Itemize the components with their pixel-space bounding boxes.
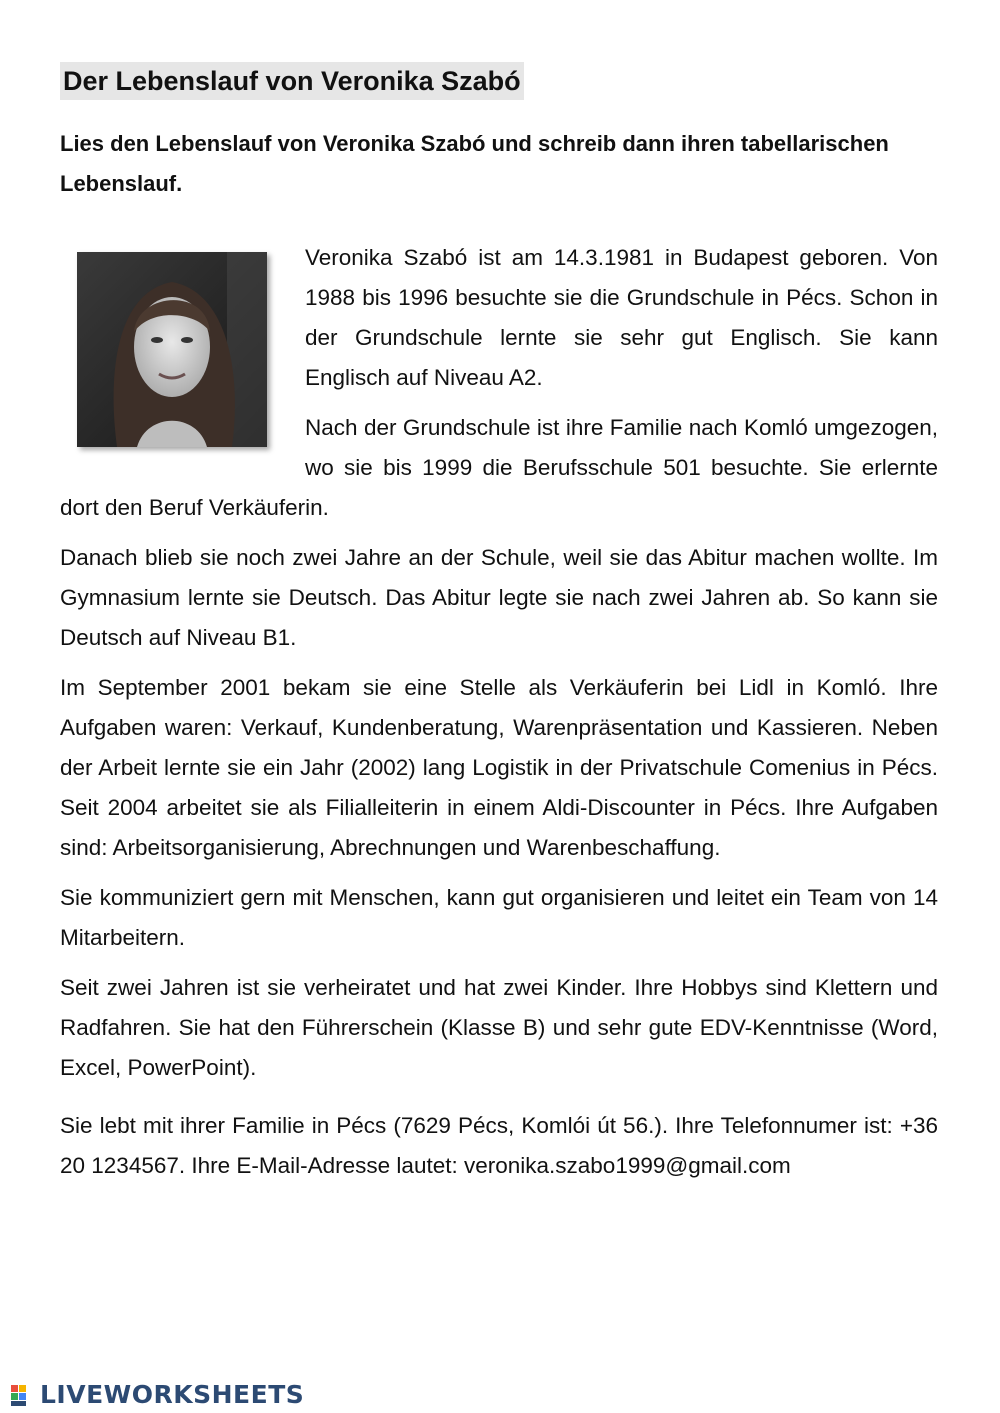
paragraph-family-hobbies: Seit zwei Jahren ist sie verheiratet und hat zwei Kinder. Ihre Hobbys sind Klettern und Radfahren. Sie hat den Führerschein (Klasse B) und sehr gute EDV-Kenntnisse (Word, Excel, PowerPoint).	[60, 975, 938, 1080]
liveworksheets-logo-icon	[10, 1382, 36, 1408]
paragraph-abitur: Danach blieb sie noch zwei Jahre an der Schule, weil sie das Abitur machen wollte. Im Gymnasium lernte sie Deutsch. Das Abitur legte sie nach zwei Jahren ab. So kann sie Deutsch auf Niveau B1.	[60, 545, 938, 650]
paragraph-contact: Sie lebt mit ihrer Familie in Pécs (7629 Pécs, Komlói út 56.). Ihre Telefonnumer ist: +36 20 1234567. Ihre E-Mail-Adresse lautet: veronika.szabo1999@gmail.com	[60, 1113, 938, 1178]
task-instruction: Lies den Lebenslauf von Veronika Szabó und schreib dann ihren tabellarischen Lebenslauf.	[60, 131, 889, 196]
page-title: Der Lebenslauf von Veronika Szabó	[60, 62, 524, 100]
paragraph-birth-school: Veronika Szabó ist am 14.3.1981 in Budapest geboren. Von 1988 bis 1996 besuchte sie die Grundschule in Pécs. Schon in der Grundschule lernte sie sehr gut Englisch. Sie kann Englisch auf Niveau A2.	[305, 245, 938, 390]
paragraph-skills: Sie kommuniziert gern mit Menschen, kann gut organisieren und leitet ein Team von 14 Mitarbeitern.	[60, 885, 938, 950]
paragraph-career: Im September 2001 bekam sie eine Stelle als Verkäuferin bei Lidl in Komló. Ihre Aufgaben waren: Verkauf, Kundenberatung, Warenpräsentation und Kassieren. Neben der Arbeit lernte sie ein Jahr (2002) lang Logistik in der Privatschule Comenius in Pécs. Seit 2004 arbeitet sie als Filialleiterin in einem Aldi-Discounter in Pécs. Ihre Aufgaben sind: Arbeitsorganisierung, Abrechnungen und Warenbeschaffung.	[60, 675, 938, 860]
liveworksheets-brand-text: LIVEWORKSHEETS	[40, 1380, 305, 1409]
liveworksheets-logo	[10, 1380, 304, 1409]
biography-text	[60, 238, 938, 1196]
paragraph-vocational-school: Nach der Grundschule ist ihre Familie nach Komló umgezogen, wo sie bis 1999 die Berufsschule 501 besuchte. Sie erlernte dort den Beruf Verkäuferin.	[60, 415, 938, 520]
